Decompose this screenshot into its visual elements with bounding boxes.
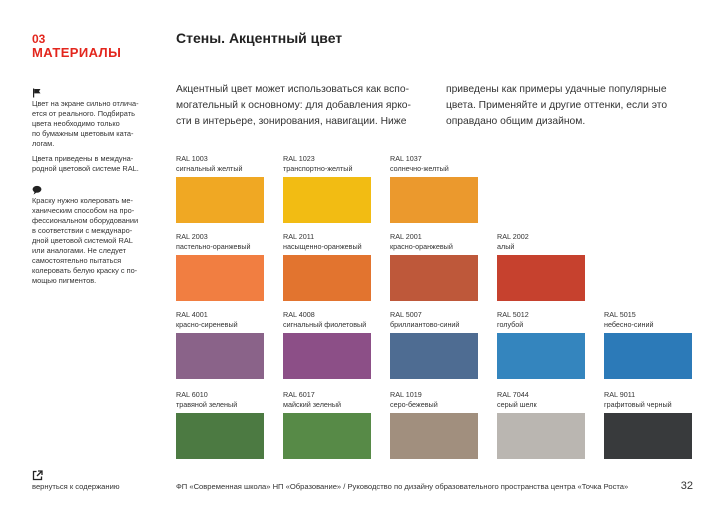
color-swatch: [176, 333, 264, 379]
page-title: Стены. Акцентный цвет: [176, 30, 343, 46]
swatch-name: пастельно-оранжевый: [176, 242, 251, 251]
text-line: мощью пигментов.: [32, 276, 97, 285]
text-line: приведены как примеры удачные популярные: [446, 84, 667, 95]
color-swatch: [390, 333, 478, 379]
sidebar-note-screen-color: [32, 99, 157, 149]
section-title: МАТЕРИАЛЫ: [32, 45, 122, 60]
color-swatch: [176, 177, 264, 223]
text-line: по бумажным цветовым ката-: [32, 129, 134, 138]
color-swatch: [283, 255, 371, 301]
swatch-code: RAL 1023: [283, 154, 315, 163]
swatch-code: RAL 1019: [390, 390, 422, 399]
color-swatch: [283, 177, 371, 223]
swatch-name: сигнальный желтый: [176, 164, 243, 173]
color-swatch: [390, 177, 478, 223]
sidebar-note-ral: [32, 154, 157, 174]
color-swatch: [497, 333, 585, 379]
swatch-code: RAL 2011: [283, 232, 315, 241]
text-line: оправдано общим дизайном.: [446, 116, 586, 127]
color-swatch: [283, 333, 371, 379]
swatch-name: голубой: [497, 320, 524, 329]
swatch-name: серый шелк: [497, 400, 537, 409]
swatch-code: RAL 4001: [176, 310, 208, 319]
swatch-code: RAL 9011: [604, 390, 636, 399]
page-number: 32: [680, 480, 693, 492]
text-line: ханическим способом на про-: [32, 206, 135, 215]
flag-icon: [32, 88, 42, 98]
text-line: самостоятельно пытаться: [32, 256, 122, 265]
text-line: могательный к основному: для добавления яркo-: [176, 100, 411, 111]
swatch-code: RAL 4008: [283, 310, 315, 319]
color-swatch: [390, 255, 478, 301]
swatch-code: RAL 1037: [390, 154, 422, 163]
sidebar-note-tinting: [32, 196, 157, 286]
text-line: или аналогами. Не следует: [32, 246, 127, 255]
swatch-code: RAL 2001: [390, 232, 422, 241]
text-line: колеровать белую краску с по-: [32, 266, 138, 275]
color-swatch: [497, 413, 585, 459]
text-line: сти в интерьере, зонирования, навигации. Ниже: [176, 116, 407, 127]
text-line: в соответствии с междунаро-: [32, 226, 133, 235]
swatch-code: RAL 5007: [390, 310, 422, 319]
color-swatch: [283, 413, 371, 459]
color-swatch: [497, 255, 585, 301]
section-number: 03: [32, 32, 46, 46]
intro-column-2: [446, 82, 667, 130]
text-line: цвета. Применяйте и другие оттенки, если это: [446, 100, 668, 111]
speech-bubble-icon: [32, 185, 42, 195]
text-line: Цвета приведены в междуна-: [32, 154, 134, 163]
swatch-name: серо-бежевый: [390, 400, 438, 409]
text-line: фессиональном оборудовании: [32, 216, 139, 225]
text-line: ется от реального. Подбирать: [32, 109, 135, 118]
swatch-code: RAL 2002: [497, 232, 529, 241]
swatch-name: бриллиантово-синий: [390, 320, 460, 329]
text-line: Цвет на экране сильно отлича-: [32, 99, 139, 108]
text-line: цвета необходимо только: [32, 119, 120, 128]
swatch-name: травяной зеленый: [176, 400, 238, 409]
swatch-code: RAL 6017: [283, 390, 315, 399]
swatch-name: небесно-синий: [604, 320, 654, 329]
swatch-name: алый: [497, 242, 515, 251]
swatch-code: RAL 6010: [176, 390, 208, 399]
text-line: родной цветовой системе RAL.: [32, 164, 139, 173]
text-line: дной цветовой системой RAL: [32, 236, 133, 245]
swatch-code: RAL 2003: [176, 232, 208, 241]
swatch-code: RAL 5012: [497, 310, 529, 319]
text-line: Краску нужно колеровать ме-: [32, 196, 133, 205]
text-line: логам.: [32, 139, 55, 148]
swatch-name: солнечно-желтый: [390, 164, 449, 173]
color-swatch: [176, 255, 264, 301]
swatch-name: майский зеленый: [283, 400, 342, 409]
color-swatch: [604, 333, 692, 379]
swatch-name: красно-сиреневый: [176, 320, 238, 329]
swatch-code: RAL 5015: [604, 310, 636, 319]
swatch-name: графитовый черный: [604, 400, 672, 409]
back-to-contents-link[interactable]: вернуться к содержанию: [32, 482, 120, 491]
text-line: Акцентный цвет может использоваться как вспо-: [176, 84, 409, 95]
color-swatch: [604, 413, 692, 459]
external-link-icon[interactable]: [32, 470, 43, 481]
color-swatch: [176, 413, 264, 459]
intro-column-1: [176, 82, 411, 130]
swatch-code: RAL 1003: [176, 154, 208, 163]
color-swatch: [390, 413, 478, 459]
swatch-name: красно-оранжевый: [390, 242, 453, 251]
footer-credits: ФП «Современная школа» НП «Образование» / Руководство по дизайну образовательного пространства центра «Точка Роста»: [176, 482, 629, 491]
swatch-name: сигнальный фиолетовый: [283, 320, 367, 329]
swatch-code: RAL 7044: [497, 390, 529, 399]
swatch-name: насыщенно-оранжевый: [283, 242, 362, 251]
swatch-name: транспортно-желтый: [283, 164, 353, 173]
